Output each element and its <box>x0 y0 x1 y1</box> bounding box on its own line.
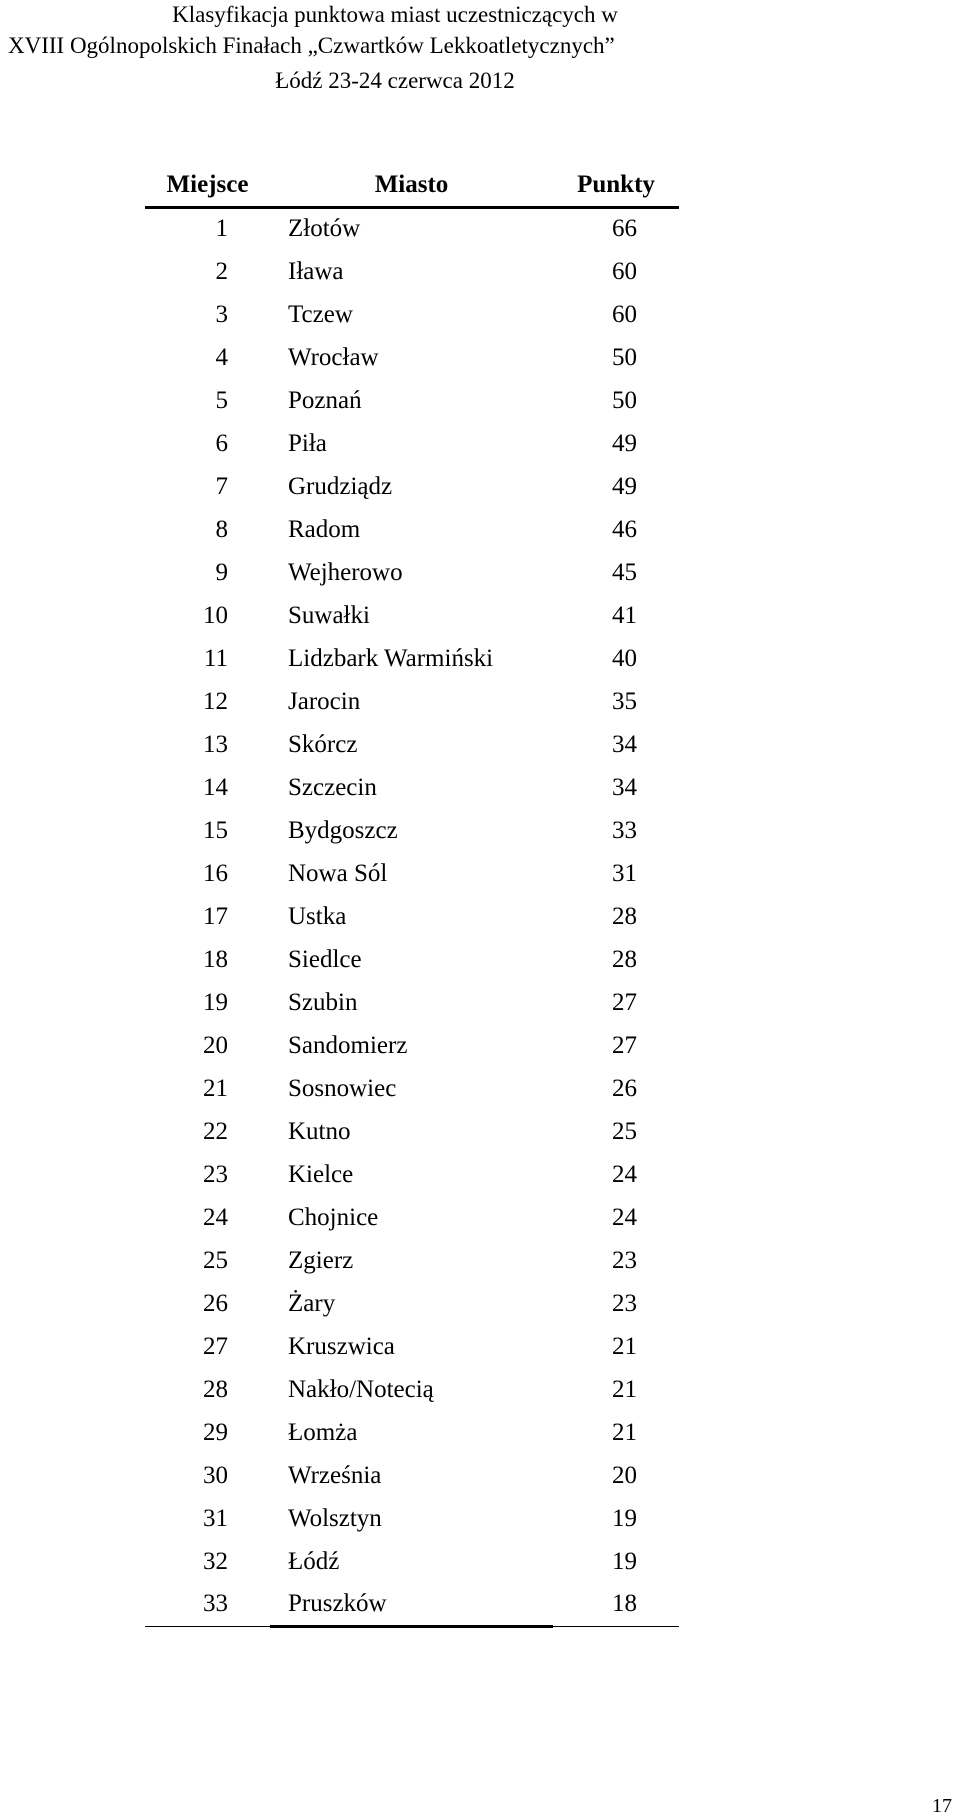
cell-points: 24 <box>612 1203 637 1231</box>
cell-city: Września <box>288 1461 382 1489</box>
cell-place: 9 <box>215 558 228 586</box>
cell-place: 28 <box>203 1375 228 1403</box>
cell-place: 27 <box>203 1332 228 1360</box>
title-line-1: Klasyfikacja punktowa miast uczestniczących w <box>172 2 618 27</box>
cell-city: Tczew <box>288 300 353 328</box>
cell-points: 23 <box>612 1246 637 1274</box>
table-row <box>145 379 679 422</box>
cell-city: Kruszwica <box>288 1332 395 1360</box>
cell-points: 24 <box>612 1160 637 1188</box>
cell-points: 41 <box>612 601 637 629</box>
cell-city: Nakło/Notecią <box>288 1375 434 1403</box>
cell-place: 25 <box>203 1246 228 1274</box>
table-row <box>145 250 679 293</box>
cell-place: 30 <box>203 1461 228 1489</box>
cell-place: 32 <box>203 1547 228 1575</box>
cell-city: Łódź <box>288 1547 340 1575</box>
table-row <box>145 508 679 551</box>
table-row <box>145 1067 679 1110</box>
cell-points: 35 <box>612 687 637 715</box>
cell-points: 40 <box>612 644 637 672</box>
cell-city: Suwałki <box>288 601 370 629</box>
cell-points: 66 <box>612 215 637 243</box>
cell-city: Zgierz <box>288 1246 354 1274</box>
table-row <box>145 1110 679 1153</box>
cell-place: 19 <box>203 988 228 1016</box>
cell-points: 60 <box>612 300 637 328</box>
cell-city: Bydgoszcz <box>288 816 398 844</box>
cell-place: 31 <box>203 1504 228 1532</box>
table-row <box>145 1368 679 1411</box>
cell-place: 18 <box>203 945 228 973</box>
cell-city: Iława <box>288 257 344 285</box>
cell-city: Szczecin <box>288 773 377 801</box>
cell-points: 46 <box>612 515 637 543</box>
cell-points: 33 <box>612 816 637 844</box>
cell-place: 1 <box>215 215 228 243</box>
table-row <box>145 594 679 637</box>
cell-place: 13 <box>203 730 228 758</box>
cell-place: 11 <box>203 644 228 672</box>
cell-place: 33 <box>145 1583 270 1626</box>
cell-points: 23 <box>612 1289 637 1317</box>
cell-city: Lidzbark Warmiński <box>288 644 494 672</box>
cell-place: 7 <box>215 472 228 500</box>
cell-city: Poznań <box>288 386 362 414</box>
cell-place: 21 <box>203 1074 228 1102</box>
table-row <box>145 1153 679 1196</box>
table-row <box>145 422 679 465</box>
table-row <box>145 766 679 809</box>
cell-city: Sandomierz <box>288 1031 408 1059</box>
results-table <box>145 164 679 1628</box>
table-row <box>145 1454 679 1497</box>
cell-place: 3 <box>215 300 228 328</box>
cell-place: 5 <box>215 386 228 414</box>
cell-place: 24 <box>203 1203 228 1231</box>
cell-city: Kutno <box>288 1117 351 1145</box>
cell-points: 28 <box>612 945 637 973</box>
cell-place: 15 <box>203 816 228 844</box>
cell-place: 22 <box>203 1117 228 1145</box>
cell-city: Żary <box>288 1289 336 1317</box>
cell-place: 10 <box>203 601 228 629</box>
cell-points: 45 <box>612 558 637 586</box>
cell-place: 16 <box>203 859 228 887</box>
cell-city: Wejherowo <box>288 558 403 586</box>
table-row <box>145 852 679 895</box>
cell-points: 19 <box>612 1504 637 1532</box>
table-row <box>145 981 679 1024</box>
table-row <box>145 293 679 336</box>
title-line-3: Łódź 23-24 czerwca 2012 <box>275 68 515 93</box>
cell-points: 27 <box>612 1031 637 1059</box>
cell-city: Jarocin <box>288 687 361 715</box>
cell-place: 26 <box>203 1289 228 1317</box>
cell-points: 60 <box>612 257 637 285</box>
cell-points: 50 <box>612 343 637 371</box>
cell-points: 20 <box>612 1461 637 1489</box>
cell-points: 34 <box>612 730 637 758</box>
cell-city: Ustka <box>288 902 347 930</box>
table-row <box>145 465 679 508</box>
table-row <box>145 1239 679 1282</box>
cell-city: Złotów <box>288 215 361 243</box>
cell-points: 49 <box>612 472 637 500</box>
table-row <box>145 723 679 766</box>
table-row <box>145 551 679 594</box>
title-line-2: XVIII Ogólnopolskich Finałach „Czwartków Lekkoatletycznych” <box>8 33 615 58</box>
table-row <box>145 1540 679 1583</box>
table-row <box>145 1497 679 1540</box>
cell-place: 17 <box>203 902 228 930</box>
table-row <box>145 938 679 981</box>
cell-points: 21 <box>612 1375 637 1403</box>
cell-place: 6 <box>215 429 228 457</box>
cell-points: 27 <box>612 988 637 1016</box>
table-row <box>145 637 679 680</box>
cell-place: 8 <box>215 515 228 543</box>
cell-city: Łomża <box>288 1418 358 1446</box>
cell-place: 2 <box>215 257 228 285</box>
cell-points: 21 <box>612 1332 637 1360</box>
table-row <box>145 1196 679 1239</box>
cell-city: Skórcz <box>288 730 358 758</box>
cell-points: 19 <box>612 1547 637 1575</box>
cell-points: 21 <box>612 1418 637 1446</box>
cell-points: 25 <box>612 1117 637 1145</box>
cell-city: Radom <box>288 515 361 543</box>
cell-points: 34 <box>612 773 637 801</box>
table-row <box>145 1024 679 1067</box>
table-header-row <box>145 164 679 207</box>
cell-place: 29 <box>203 1418 228 1446</box>
table-row <box>145 1325 679 1368</box>
cell-city: Grudziądz <box>288 472 393 500</box>
table-row <box>145 895 679 938</box>
table-row <box>145 1411 679 1454</box>
column-header-city: Miasto <box>270 164 553 207</box>
cell-city: Szubin <box>288 988 358 1016</box>
page-number: 17 <box>932 1795 952 1817</box>
cell-points: 18 <box>553 1583 679 1626</box>
column-header-points: Punkty <box>553 164 679 207</box>
cell-place: 23 <box>203 1160 228 1188</box>
table-row <box>145 1583 679 1626</box>
cell-city: Piła <box>288 429 327 457</box>
cell-city: Pruszków <box>270 1583 553 1626</box>
cell-points: 49 <box>612 429 637 457</box>
column-header-place: Miejsce <box>145 164 270 207</box>
cell-points: 26 <box>612 1074 637 1102</box>
cell-place: 14 <box>203 773 228 801</box>
cell-city: Kielce <box>288 1160 354 1188</box>
cell-place: 12 <box>203 687 228 715</box>
cell-city: Siedlce <box>288 945 362 973</box>
cell-place: 4 <box>215 343 228 371</box>
table-row <box>145 809 679 852</box>
table-row <box>145 336 679 379</box>
cell-points: 50 <box>612 386 637 414</box>
cell-city: Wrocław <box>288 343 379 371</box>
cell-points: 31 <box>612 859 637 887</box>
cell-city: Chojnice <box>288 1203 379 1231</box>
table-row <box>145 207 679 250</box>
cell-city: Sosnowiec <box>288 1074 397 1102</box>
table-body <box>145 207 679 1626</box>
cell-points: 28 <box>612 902 637 930</box>
table-row <box>145 680 679 723</box>
cell-city: Nowa Sól <box>288 859 388 887</box>
cell-city: Wolsztyn <box>288 1504 382 1532</box>
cell-place: 20 <box>203 1031 228 1059</box>
table-row <box>145 1282 679 1325</box>
